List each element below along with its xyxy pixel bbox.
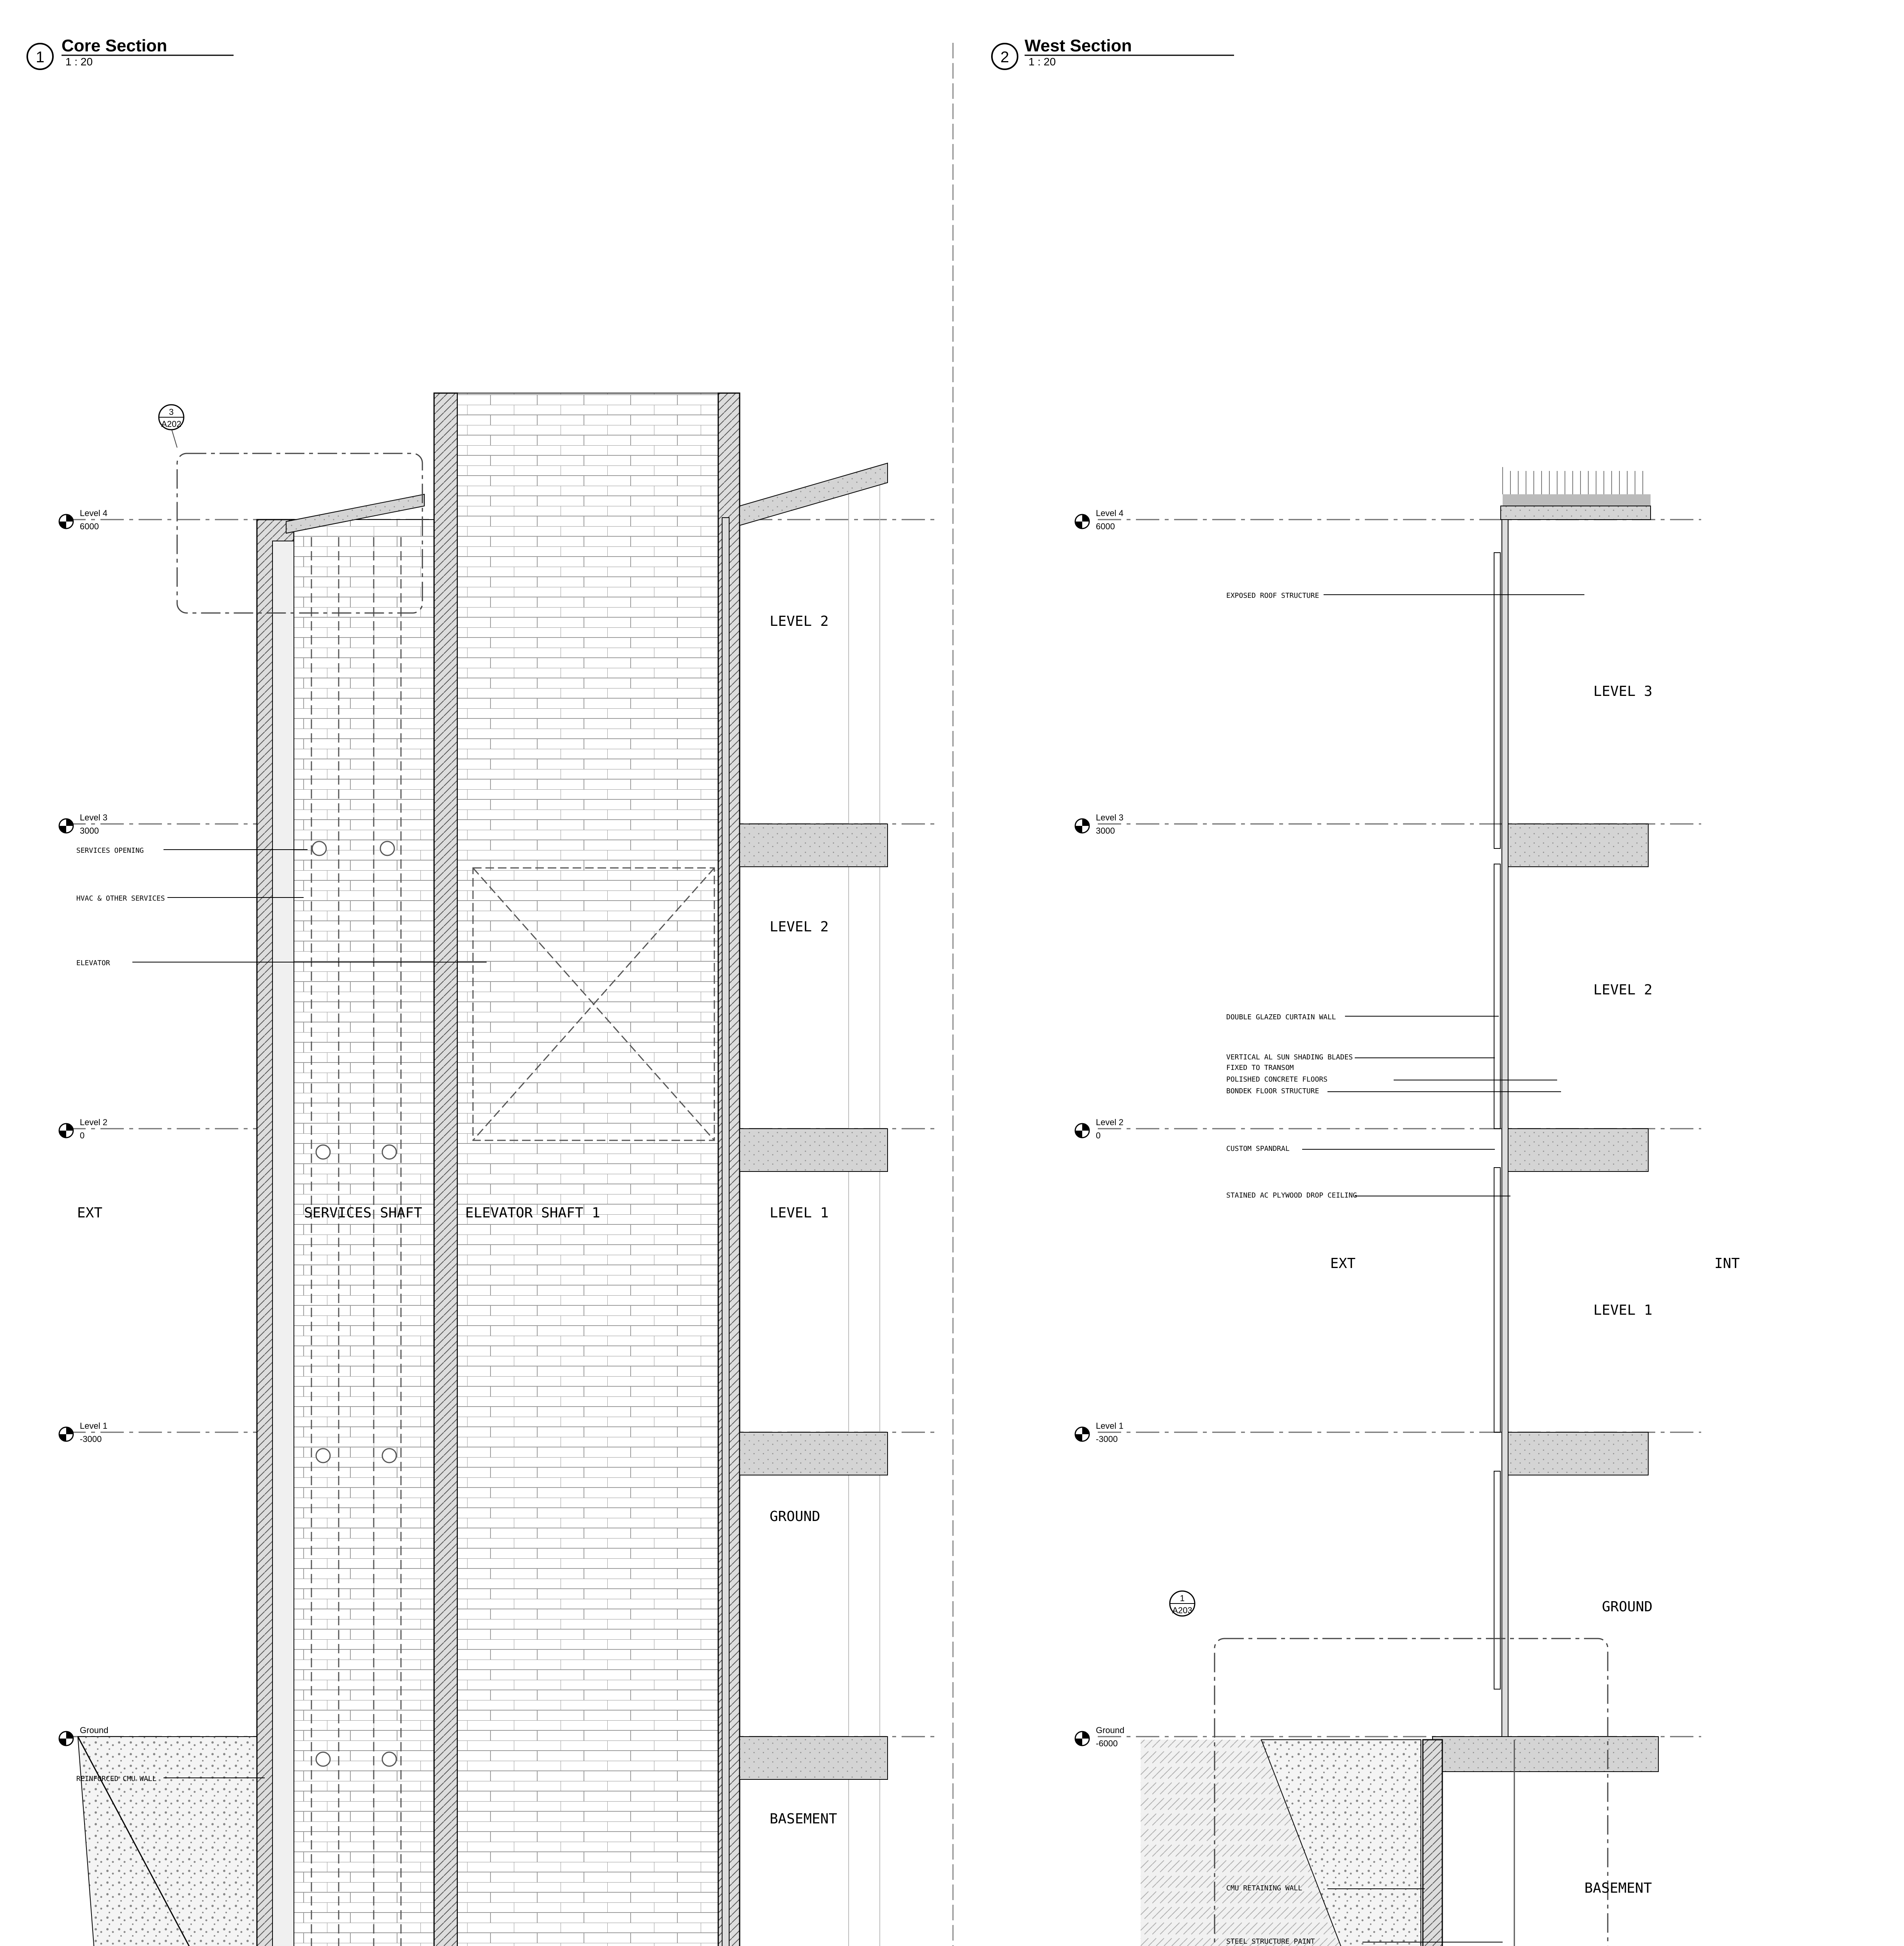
view-title-core-section bbox=[27, 36, 234, 69]
svg-text:-3000: -3000 bbox=[80, 1434, 102, 1444]
svg-text:EXPOSED ROOF STRUCTURE: EXPOSED ROOF STRUCTURE bbox=[1226, 592, 1319, 600]
svg-text:3000: 3000 bbox=[1096, 826, 1115, 836]
svg-text:SERVICES SHAFT: SERVICES SHAFT bbox=[304, 1205, 422, 1221]
svg-text:A202: A202 bbox=[161, 419, 181, 429]
svg-text:GROUND: GROUND bbox=[770, 1509, 821, 1524]
svg-text:LEVEL 1: LEVEL 1 bbox=[770, 1205, 829, 1221]
svg-text:Level 2: Level 2 bbox=[80, 1117, 107, 1127]
svg-text:POLISHED CONCRETE FLOORS: POLISHED CONCRETE FLOORS bbox=[1226, 1075, 1328, 1084]
svg-text:REINFORCED CMU WALL: REINFORCED CMU WALL bbox=[76, 1775, 156, 1783]
curtain-wall bbox=[1502, 520, 1508, 1742]
svg-text:SERVICES OPENING: SERVICES OPENING bbox=[76, 847, 144, 855]
earth-fill bbox=[78, 1737, 257, 1946]
svg-text:2: 2 bbox=[1000, 49, 1009, 66]
svg-text:Level 1: Level 1 bbox=[1096, 1421, 1123, 1431]
svg-text:LEVEL 1: LEVEL 1 bbox=[1593, 1302, 1653, 1318]
svg-text:-6000: -6000 bbox=[1096, 1739, 1118, 1748]
level-markers-west bbox=[1075, 508, 1134, 1946]
level-markers-core bbox=[59, 508, 118, 1946]
svg-text:LEVEL 2: LEVEL 2 bbox=[770, 613, 829, 629]
svg-text:3000: 3000 bbox=[80, 826, 99, 836]
svg-text:FIXED TO TRANSOM: FIXED TO TRANSOM bbox=[1226, 1064, 1294, 1072]
svg-text:6000: 6000 bbox=[80, 522, 99, 531]
svg-text:LEVEL 3: LEVEL 3 bbox=[1593, 683, 1653, 699]
svg-text:Level 1: Level 1 bbox=[80, 1421, 107, 1431]
svg-text:1: 1 bbox=[1180, 1593, 1185, 1603]
svg-text:Core Section: Core Section bbox=[62, 36, 167, 55]
svg-text:BASEMENT: BASEMENT bbox=[770, 1811, 837, 1827]
svg-text:HVAC & OTHER SERVICES: HVAC & OTHER SERVICES bbox=[76, 894, 165, 903]
svg-text:DOUBLE GLAZED CURTAIN WALL: DOUBLE GLAZED CURTAIN WALL bbox=[1226, 1013, 1336, 1021]
svg-text:A203: A203 bbox=[1172, 1605, 1192, 1615]
svg-text:ELEVATOR SHAFT 1: ELEVATOR SHAFT 1 bbox=[465, 1205, 600, 1221]
core-section-drawing bbox=[78, 393, 888, 1946]
svg-text:INT: INT bbox=[1714, 1256, 1740, 1272]
svg-text:CUSTOM SPANDRAL: CUSTOM SPANDRAL bbox=[1226, 1145, 1290, 1153]
svg-text:Ground: Ground bbox=[80, 1725, 109, 1735]
svg-text:0: 0 bbox=[1096, 1131, 1101, 1140]
svg-text:1 : 20: 1 : 20 bbox=[1028, 56, 1056, 68]
svg-text:Level 2: Level 2 bbox=[1096, 1117, 1123, 1127]
svg-text:Level 3: Level 3 bbox=[80, 813, 107, 822]
svg-text:3: 3 bbox=[169, 407, 174, 417]
svg-text:STAINED AC PLYWOOD DROP CEILIN: STAINED AC PLYWOOD DROP CEILING bbox=[1226, 1191, 1357, 1200]
svg-text:Level 4: Level 4 bbox=[1096, 508, 1123, 518]
svg-text:Ground: Ground bbox=[1096, 1725, 1125, 1735]
svg-text:LEVEL 2: LEVEL 2 bbox=[1593, 982, 1653, 998]
svg-text:West Section: West Section bbox=[1025, 36, 1132, 55]
svg-text:GROUND: GROUND bbox=[1602, 1599, 1653, 1615]
svg-text:0: 0 bbox=[80, 1131, 85, 1140]
svg-text:6000: 6000 bbox=[1096, 522, 1115, 531]
svg-text:BONDEK FLOOR STRUCTURE: BONDEK FLOOR STRUCTURE bbox=[1226, 1087, 1319, 1095]
svg-text:-3000: -3000 bbox=[1096, 1434, 1118, 1444]
cmu-retaining-wall bbox=[1423, 1740, 1442, 1946]
west-section-drawing bbox=[1141, 467, 1658, 1946]
svg-text:VERTICAL AL SUN SHADING BLADES: VERTICAL AL SUN SHADING BLADES bbox=[1226, 1053, 1353, 1061]
svg-text:ELEVATOR: ELEVATOR bbox=[76, 959, 110, 967]
svg-text:1: 1 bbox=[35, 49, 45, 66]
svg-text:Level 3: Level 3 bbox=[1096, 813, 1123, 822]
svg-text:STEEL STRUCTURE PAINT: STEEL STRUCTURE PAINT bbox=[1226, 1937, 1315, 1946]
svg-text:1 : 20: 1 : 20 bbox=[65, 56, 93, 68]
svg-text:BASEMENT: BASEMENT bbox=[1584, 1880, 1652, 1896]
svg-text:CMU RETAINING WALL: CMU RETAINING WALL bbox=[1226, 1884, 1303, 1892]
svg-text:EXT: EXT bbox=[77, 1205, 103, 1221]
svg-text:EXT: EXT bbox=[1330, 1256, 1356, 1272]
svg-text:Level 4: Level 4 bbox=[80, 508, 107, 518]
svg-text:LEVEL 2: LEVEL 2 bbox=[770, 919, 829, 935]
view-title-west-section bbox=[992, 36, 1234, 69]
elevator-shaft bbox=[457, 393, 718, 1946]
services-shaft bbox=[294, 520, 434, 1946]
